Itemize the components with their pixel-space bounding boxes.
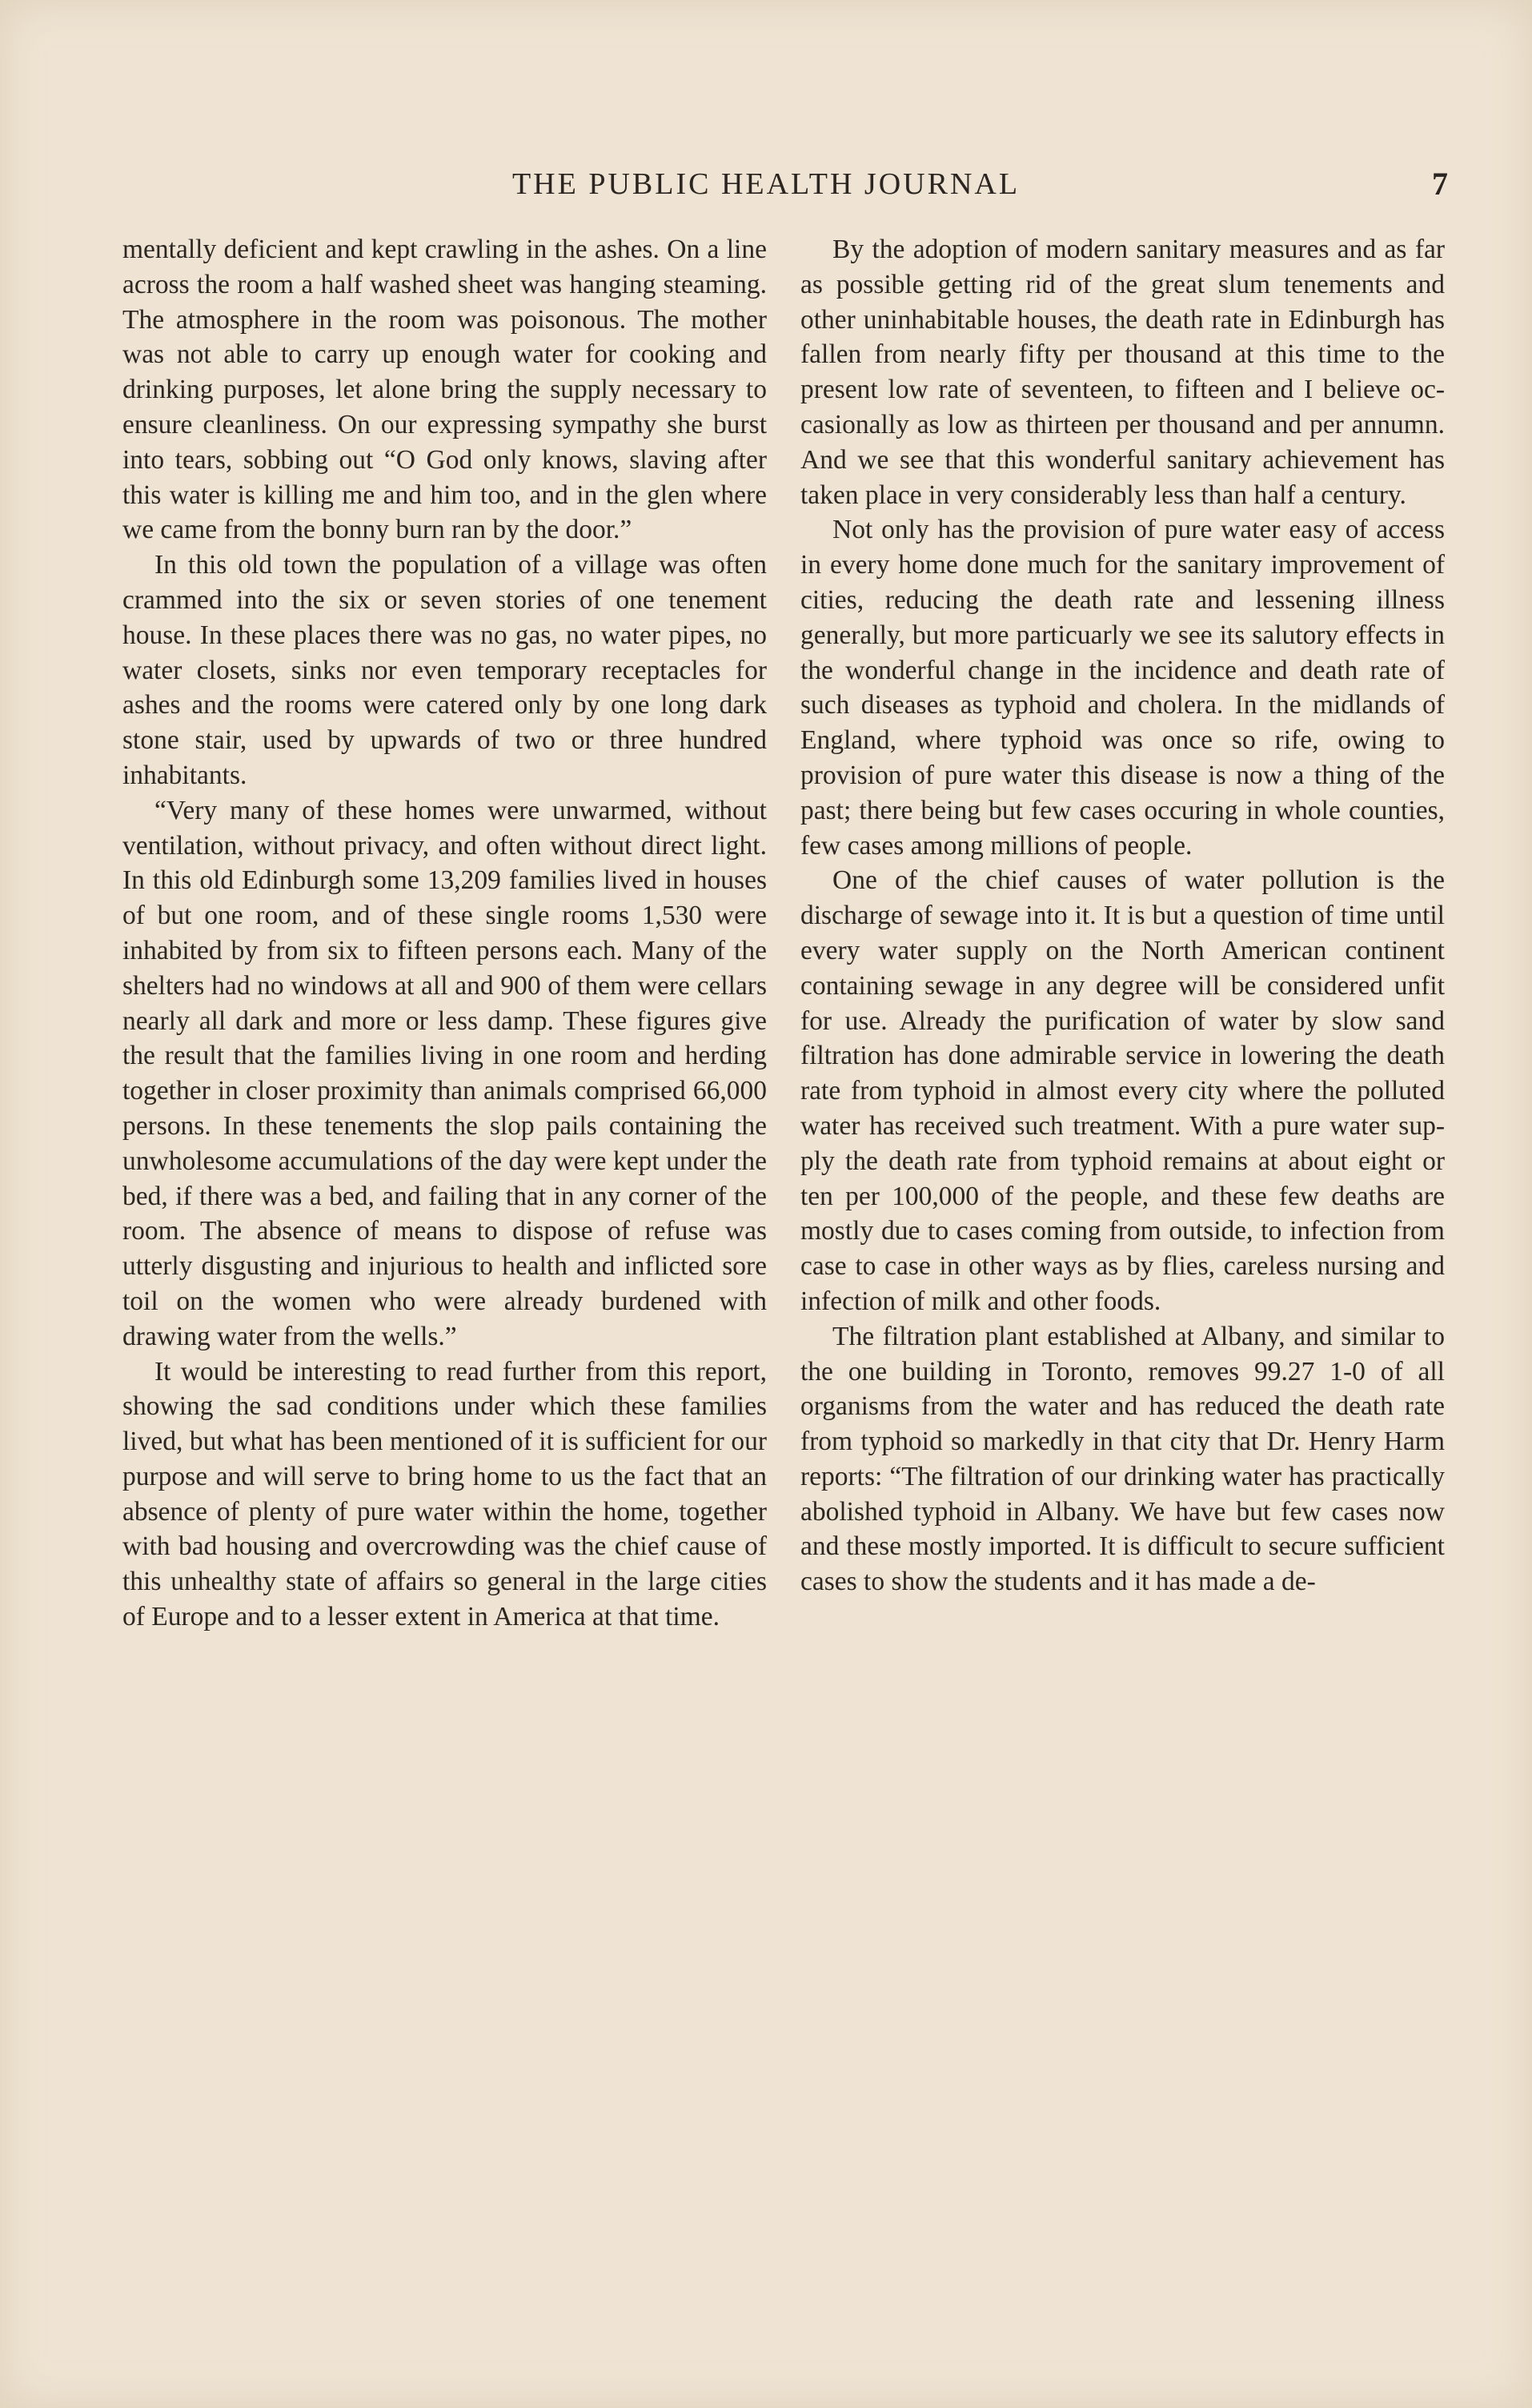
paragraph: It would be interesting to read further from this report, showing the sad conditions under which these families lived, but what has been mentioned of it is sufficient for our purpose and will serve to bring home to us the fact that an absence of plenty of pure water within the home, together with bad housing and overcrowding was the chief cause of this unhealthy state of affairs so general in the large cities of Europe and to a lesser extent in America at that time.	[122, 1356, 767, 1632]
paragraph: In this old town the population of a village was often crammed into the six or seven stories of one tenement house. In these places there was no gas, no water pipes, no water closets, sinks nor even temporary receptacles for ashes and the rooms were catered only by one long dark stone stair, used by upwards of two or three hundred inhabitants.	[122, 550, 767, 790]
paragraph: By the adoption of modern sanitary measures and as far as possible getting rid of the great slum tenements and other uninhabitable houses, the death rate in Edinburgh has fallen from nearly fifty per thousand at this time to the present low rate of seventeen, to fifteen and I believe occasionally as low as thirteen per thousand and per annumn. And we see that this wonderful sanitary achievement has taken place in very considerably less than half a century.	[800, 235, 1445, 510]
paragraph: The filtration plant established at Albany, and similar to the one building in Toronto, removes 99.27 1-0 of all organisms from the water and has reduced the death rate from typhoid so markedly in that city that Dr. Henry Harm reports: “The filtration of our drinking water has practically abolished typhoid in Albany. We have but few cases now and these mostly imported. It is difficult to secure sufficient cases to show the students and it has made a de-	[800, 1321, 1445, 1597]
journal-title: THE PUBLIC HEALTH JOURNAL	[511, 167, 1021, 201]
paragraph: mentally deficient and kept crawling in the ashes. On a line across the room a half washed sheet was hanging steaming. The atmosphere in the room was poisonous. The mother was not able to carry up enough water for cooking and drinking purposes, let alone bring the supply necessary to ensure cleanliness. On our expressing sympathy she burst into tears, sobbing out “O God only knows, slaving after this water is killing me and him too, and in the glen where we came from the bonny burn ran by the door.”	[122, 235, 767, 545]
page-number: 7	[1432, 166, 1448, 202]
paragraph: Not only has the provision of pure water easy of access in every home done much for the sanitary improvement of cities, reducing the death rate and lessening illness generally, but more particuarly we see its salutory effects in the wonderful change in the incidence and death rate of such diseases as typhoid and cholera. In the midlands of England, where typhoid was once so rife, owing to provision of pure water this disease is now a thing of the past; there being but few cases occuring in whole counties, few cases among millions of people.	[800, 515, 1445, 861]
left-column	[122, 232, 767, 1635]
paragraph: “Very many of these homes were unwarmed, without ventilation, without privacy, and often without direct light. In this old Edinburgh some 13,209 families lived in houses of but one room, and of these single rooms 1,530 were inhabited by from six to fifteen persons each. Many of the shelters had no windows at all and 900 of them were cellars nearly all dark and more or less damp. These figures give the result that the families living in one room and herding together in closer proximity than animals comprised 66,000 persons. In these tenements the slop pails containing the unwholesome accumulations of the day were kept under the bed, if there was a bed, and failing that in any corner of the room. The absence of means to dispose of refuse was utterly disgusting and injurious to health and inflicted sore toil on the women who were already burdened with drawing water from the wells.”	[122, 795, 767, 1351]
running-header	[0, 164, 1532, 204]
paragraph: One of the chief causes of water pollution is the discharge of sewage into it. It is but a question of time until every water supply on the North American continent containing sewage in any degree will be considered unfit for use. Already the purification of water by slow sand filtration has done admirable service in lowering the death rate from typhoid in almost every city where the polluted water has received such treatment. With a pure water supply the death rate from typhoid remains at about eight or ten per 100,000 of the people, and these few deaths are mostly due to cases coming from outside, to infection from case to case in other ways as by flies, careless nursing and infection of milk and other foods.	[800, 865, 1445, 1316]
right-column	[800, 232, 1445, 1599]
